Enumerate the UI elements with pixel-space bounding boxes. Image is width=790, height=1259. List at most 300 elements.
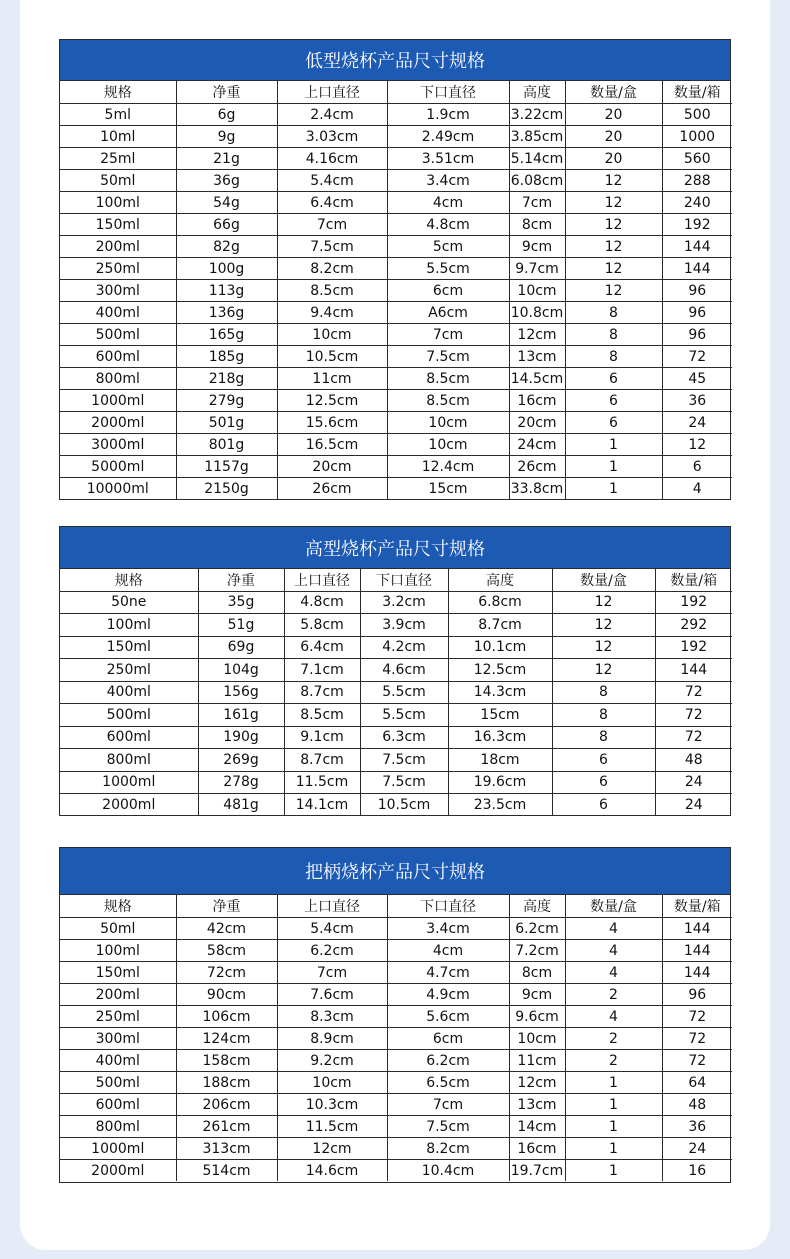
- table-row: [60, 636, 732, 659]
- table-cell: 6.4cm: [277, 192, 387, 214]
- table-cell: 16.3cm: [448, 726, 552, 749]
- table-cell: 144: [662, 258, 732, 280]
- table-cell: 50ml: [60, 170, 176, 192]
- table-cell: 8.7cm: [284, 749, 360, 772]
- table-cell: 26cm: [277, 478, 387, 500]
- table-cell: 6.5cm: [387, 1072, 509, 1094]
- table-cell: 200ml: [60, 984, 176, 1006]
- table-cell: 8: [552, 704, 655, 727]
- table-cell: 279g: [176, 390, 277, 412]
- table-cell: 800ml: [60, 749, 198, 772]
- table-cell: 6.4cm: [284, 636, 360, 659]
- table-cell: 20: [565, 126, 662, 148]
- column-header: 上口直径: [277, 895, 387, 918]
- table-row: [60, 148, 732, 170]
- table-cell: 6.2cm: [277, 940, 387, 962]
- table-cell: 5.6cm: [387, 1006, 509, 1028]
- table-row: [60, 918, 732, 940]
- table-cell: 150ml: [60, 636, 198, 659]
- table-cell: 6g: [176, 104, 277, 126]
- table-cell: 8.5cm: [277, 280, 387, 302]
- spec-grid: [60, 81, 732, 499]
- table-row: [60, 1050, 732, 1072]
- table-cell: 514cm: [176, 1160, 277, 1182]
- table-cell: 192: [662, 214, 732, 236]
- table-cell: 72: [662, 1050, 732, 1072]
- table-cell: 23.5cm: [448, 794, 552, 816]
- table-cell: 4cm: [387, 940, 509, 962]
- table-cell: 3000ml: [60, 434, 176, 456]
- table-cell: 7.5cm: [387, 1116, 509, 1138]
- table-row: [60, 104, 732, 126]
- table-cell: 24cm: [509, 434, 565, 456]
- table-cell: 36g: [176, 170, 277, 192]
- table-row: [60, 614, 732, 637]
- table-cell: 2000ml: [60, 794, 198, 816]
- table-cell: 1.9cm: [387, 104, 509, 126]
- table-row: [60, 192, 732, 214]
- table-cell: 24: [662, 412, 732, 434]
- table-cell: 185g: [176, 346, 277, 368]
- table-cell: 45: [662, 368, 732, 390]
- table-cell: 8.2cm: [277, 258, 387, 280]
- table-cell: 1: [565, 456, 662, 478]
- table-row: [60, 726, 732, 749]
- table-cell: 2: [565, 1028, 662, 1050]
- table-cell: 10000ml: [60, 478, 176, 500]
- table-cell: 7.5cm: [360, 771, 448, 794]
- table-cell: 144: [655, 659, 732, 682]
- table-cell: 21g: [176, 148, 277, 170]
- table-cell: 9cm: [509, 984, 565, 1006]
- table-cell: 72cm: [176, 962, 277, 984]
- table-cell: 10cm: [509, 1028, 565, 1050]
- table-row: [60, 478, 732, 500]
- table-cell: 261cm: [176, 1116, 277, 1138]
- table-cell: 33.8cm: [509, 478, 565, 500]
- table-row: [60, 302, 732, 324]
- table-cell: 500ml: [60, 324, 176, 346]
- table-cell: 36: [662, 1116, 732, 1138]
- table-cell: 20: [565, 104, 662, 126]
- table-cell: 2000ml: [60, 412, 176, 434]
- table-cell: 90cm: [176, 984, 277, 1006]
- table-cell: 72: [655, 726, 732, 749]
- low-beaker-spec-table: [59, 39, 731, 500]
- table-cell: 12: [565, 280, 662, 302]
- table-cell: 6: [552, 794, 655, 816]
- table-cell: 10.3cm: [277, 1094, 387, 1116]
- table-cell: 2: [565, 1050, 662, 1072]
- table-cell: 5.5cm: [387, 258, 509, 280]
- table-cell: 9.4cm: [277, 302, 387, 324]
- table-cell: 7.6cm: [277, 984, 387, 1006]
- table-cell: 218g: [176, 368, 277, 390]
- table-cell: 106cm: [176, 1006, 277, 1028]
- column-header: 数量/箱: [655, 569, 732, 591]
- table-cell: 1: [565, 1138, 662, 1160]
- table-row: [60, 434, 732, 456]
- column-header: 高度: [509, 895, 565, 918]
- table-cell: 12: [565, 258, 662, 280]
- table-cell: 48: [655, 749, 732, 772]
- table-cell: 1: [565, 1160, 662, 1182]
- table-cell: 1: [565, 1116, 662, 1138]
- table-cell: 1000ml: [60, 1138, 176, 1160]
- column-header: 数量/箱: [662, 81, 732, 104]
- table-cell: 144: [662, 236, 732, 258]
- table-row: [60, 1006, 732, 1028]
- table-row: [60, 126, 732, 148]
- table-cell: 12: [565, 192, 662, 214]
- table-cell: 5cm: [387, 236, 509, 258]
- table-row: [60, 1094, 732, 1116]
- table-cell: 96: [662, 280, 732, 302]
- table-cell: 1: [565, 1072, 662, 1094]
- table-cell: 10.5cm: [360, 794, 448, 816]
- table-cell: 165g: [176, 324, 277, 346]
- table-cell: 12.5cm: [448, 659, 552, 682]
- table-cell: 7cm: [277, 962, 387, 984]
- table-title: 高型烧杯产品尺寸规格: [60, 527, 730, 569]
- column-header: 上口直径: [277, 81, 387, 104]
- table-cell: 6: [662, 456, 732, 478]
- column-header: 数量/盒: [565, 81, 662, 104]
- table-cell: 400ml: [60, 681, 198, 704]
- table-cell: 16: [688, 1162, 707, 1179]
- table-row: [60, 1028, 732, 1050]
- table-cell: 72: [655, 704, 732, 727]
- table-cell: 4.16cm: [277, 148, 387, 170]
- table-row: [60, 1116, 732, 1138]
- table-cell: 6: [565, 412, 662, 434]
- table-cell: 9.7cm: [509, 258, 565, 280]
- table-cell: 240: [662, 192, 732, 214]
- table-cell: 8.2cm: [387, 1138, 509, 1160]
- table-cell: 6.3cm: [360, 726, 448, 749]
- table-cell: 8.5cm: [387, 368, 509, 390]
- table-cell: 12: [552, 636, 655, 659]
- column-header: 下口直径: [360, 569, 448, 591]
- table-header-row: [60, 81, 732, 104]
- table-cell: 72: [662, 1028, 732, 1050]
- table-cell: 8.7cm: [284, 681, 360, 704]
- table-row: [60, 704, 732, 727]
- table-cell: 2000ml: [60, 1160, 176, 1182]
- table-cell: 8cm: [509, 214, 565, 236]
- table-cell: 136g: [176, 302, 277, 324]
- table-cell: 20: [565, 148, 662, 170]
- table-cell: 8cm: [509, 962, 565, 984]
- column-header: 高度: [509, 81, 565, 104]
- table-cell: 7cm: [387, 324, 509, 346]
- table-cell: 11cm: [509, 1050, 565, 1072]
- table-row: [60, 412, 732, 434]
- table-cell: 10ml: [60, 126, 176, 148]
- table-row: [60, 794, 732, 816]
- table-cell: 12cm: [509, 324, 565, 346]
- table-cell: 5.4cm: [277, 170, 387, 192]
- table-row: [60, 258, 732, 280]
- table-cell: 156g: [198, 681, 284, 704]
- table-cell: 24: [662, 1138, 732, 1160]
- table-cell: 4.8cm: [284, 591, 360, 614]
- table-cell: 10.5cm: [277, 346, 387, 368]
- column-header: 规格: [60, 81, 176, 104]
- table-cell: 8.3cm: [277, 1006, 387, 1028]
- table-cell: 12: [662, 434, 732, 456]
- table-cell: 10cm: [277, 324, 387, 346]
- table-cell: 113g: [176, 280, 277, 302]
- table-cell: 12.4cm: [387, 456, 509, 478]
- table-cell: 4: [692, 480, 702, 497]
- table-cell: A6cm: [387, 302, 509, 324]
- table-cell: 400ml: [60, 302, 176, 324]
- table-cell: 8: [565, 324, 662, 346]
- table-cell: 7.5cm: [387, 346, 509, 368]
- table-cell: 292: [655, 614, 732, 637]
- table-cell: 12.5cm: [277, 390, 387, 412]
- table-cell: 100ml: [60, 940, 176, 962]
- table-cell: 269g: [198, 749, 284, 772]
- table-row: [60, 962, 732, 984]
- table-row: [60, 368, 732, 390]
- table-cell: 250ml: [60, 1006, 176, 1028]
- table-title: 低型烧杯产品尺寸规格: [60, 40, 730, 81]
- table-cell: 5.14cm: [509, 148, 565, 170]
- table-cell: 4.2cm: [360, 636, 448, 659]
- table-cell: 12: [552, 659, 655, 682]
- table-cell: 2.4cm: [277, 104, 387, 126]
- table-cell: 1: [565, 478, 662, 500]
- table-cell: 72: [655, 681, 732, 704]
- table-cell: 150ml: [60, 962, 176, 984]
- table-cell: 20cm: [277, 456, 387, 478]
- table-cell: 4.7cm: [387, 962, 509, 984]
- table-cell: 144: [662, 962, 732, 984]
- table-cell: 15cm: [387, 478, 509, 500]
- table-cell: 14.3cm: [448, 681, 552, 704]
- table-cell: 4: [565, 1006, 662, 1028]
- table-cell: 500ml: [60, 1072, 176, 1094]
- table-cell: 1157g: [176, 456, 277, 478]
- table-row: [60, 456, 732, 478]
- table-cell: 7cm: [277, 214, 387, 236]
- table-row: [60, 1138, 732, 1160]
- table-row: [60, 324, 732, 346]
- table-cell: 96: [662, 302, 732, 324]
- column-header: 规格: [60, 569, 198, 591]
- table-row: [60, 390, 732, 412]
- table-cell: 400ml: [60, 1050, 176, 1072]
- table-cell: 9.1cm: [284, 726, 360, 749]
- table-cell: 10cm: [509, 280, 565, 302]
- table-cell: 8: [552, 681, 655, 704]
- table-cell: 104g: [198, 659, 284, 682]
- table-cell: 4: [565, 940, 662, 962]
- table-cell: 10.8cm: [509, 302, 565, 324]
- column-header: 净重: [198, 569, 284, 591]
- table-cell: 11cm: [277, 368, 387, 390]
- table-cell: 600ml: [60, 726, 198, 749]
- column-header: 数量/箱: [662, 895, 732, 918]
- column-header: 净重: [176, 895, 277, 918]
- table-cell: 100g: [176, 258, 277, 280]
- table-cell: 96: [662, 324, 732, 346]
- table-cell: 300ml: [60, 280, 176, 302]
- table-cell: 11.5cm: [284, 771, 360, 794]
- table-cell: 13cm: [509, 1094, 565, 1116]
- table-cell: 3.22cm: [509, 104, 565, 126]
- table-cell: 96: [662, 984, 732, 1006]
- tall-beaker-spec-table: [59, 526, 731, 816]
- table-cell: 300ml: [60, 1028, 176, 1050]
- table-cell: 250ml: [60, 659, 198, 682]
- table-cell: 3.4cm: [387, 918, 509, 940]
- table-cell: 6.2cm: [387, 1050, 509, 1072]
- table-cell: 7.5cm: [277, 236, 387, 258]
- table-cell: 12: [565, 236, 662, 258]
- table-cell: 206cm: [176, 1094, 277, 1116]
- table-cell: 8.7cm: [448, 614, 552, 637]
- table-cell: 24: [684, 796, 703, 813]
- table-cell: 192: [655, 591, 732, 614]
- table-cell: 2.49cm: [387, 126, 509, 148]
- column-header: 高度: [448, 569, 552, 591]
- table-cell: 144: [662, 940, 732, 962]
- table-cell: 6cm: [387, 280, 509, 302]
- table-cell: 82g: [176, 236, 277, 258]
- table-cell: 12cm: [277, 1138, 387, 1160]
- table-cell: 4.6cm: [360, 659, 448, 682]
- table-row: [60, 346, 732, 368]
- table-row: [60, 1160, 732, 1182]
- table-cell: 6.2cm: [509, 918, 565, 940]
- table-cell: 288: [662, 170, 732, 192]
- column-header: 数量/盒: [552, 569, 655, 591]
- table-cell: 50ne: [60, 591, 198, 614]
- table-cell: 481g: [198, 794, 284, 816]
- table-cell: 51g: [198, 614, 284, 637]
- table-cell: 11.5cm: [277, 1116, 387, 1138]
- table-cell: 192: [655, 636, 732, 659]
- table-cell: 250ml: [60, 258, 176, 280]
- table-cell: 200ml: [60, 236, 176, 258]
- table-cell: 7.1cm: [284, 659, 360, 682]
- table-row: [60, 984, 732, 1006]
- table-cell: 69g: [198, 636, 284, 659]
- table-cell: 800ml: [60, 368, 176, 390]
- table-cell: 3.4cm: [387, 170, 509, 192]
- table-cell: 124cm: [176, 1028, 277, 1050]
- table-cell: 66g: [176, 214, 277, 236]
- table-cell: 20cm: [509, 412, 565, 434]
- table-cell: 2: [565, 984, 662, 1006]
- table-cell: 8.5cm: [387, 390, 509, 412]
- table-header-row: [60, 895, 732, 918]
- table-cell: 16cm: [509, 390, 565, 412]
- handle-beaker-spec-table: [59, 847, 731, 1183]
- table-cell: 12: [552, 614, 655, 637]
- table-cell: 800ml: [60, 1116, 176, 1138]
- table-cell: 5.8cm: [284, 614, 360, 637]
- table-cell: 10.1cm: [448, 636, 552, 659]
- table-cell: 6: [565, 390, 662, 412]
- table-cell: 14.1cm: [284, 794, 360, 816]
- table-cell: 16.5cm: [277, 434, 387, 456]
- table-cell: 50ml: [60, 918, 176, 940]
- table-cell: 19.7cm: [509, 1160, 565, 1182]
- table-cell: 14.5cm: [509, 368, 565, 390]
- table-cell: 4.9cm: [387, 984, 509, 1006]
- table-cell: 10cm: [387, 434, 509, 456]
- table-cell: 2150g: [176, 478, 277, 500]
- table-cell: 6: [552, 749, 655, 772]
- table-cell: 1000ml: [60, 390, 176, 412]
- table-cell: 14.6cm: [277, 1160, 387, 1182]
- table-cell: 3.03cm: [277, 126, 387, 148]
- spec-grid: [60, 569, 732, 816]
- table-cell: 64: [662, 1072, 732, 1094]
- column-header: 规格: [60, 895, 176, 918]
- table-cell: 8.5cm: [284, 704, 360, 727]
- table-cell: 10.4cm: [387, 1160, 509, 1182]
- table-row: [60, 749, 732, 772]
- table-cell: 600ml: [60, 346, 176, 368]
- table-cell: 150ml: [60, 214, 176, 236]
- table-cell: 9.2cm: [277, 1050, 387, 1072]
- column-header: 净重: [176, 81, 277, 104]
- table-cell: 3.9cm: [360, 614, 448, 637]
- table-cell: 4: [565, 962, 662, 984]
- table-cell: 500ml: [60, 704, 198, 727]
- table-cell: 35g: [198, 591, 284, 614]
- table-cell: 14cm: [509, 1116, 565, 1138]
- table-cell: 5000ml: [60, 456, 176, 478]
- table-row: [60, 771, 732, 794]
- table-cell: 7.2cm: [509, 940, 565, 962]
- column-header: 下口直径: [387, 81, 509, 104]
- table-cell: 278g: [198, 771, 284, 794]
- table-cell: 4: [565, 918, 662, 940]
- table-cell: 9cm: [509, 236, 565, 258]
- table-cell: 25ml: [60, 148, 176, 170]
- column-header: 数量/盒: [565, 895, 662, 918]
- table-cell: 313cm: [176, 1138, 277, 1160]
- table-cell: 10cm: [277, 1072, 387, 1094]
- table-row: [60, 280, 732, 302]
- table-cell: 18cm: [448, 749, 552, 772]
- table-cell: 48: [662, 1094, 732, 1116]
- table-cell: 15.6cm: [277, 412, 387, 434]
- table-cell: 19.6cm: [448, 771, 552, 794]
- table-cell: 5.5cm: [360, 704, 448, 727]
- table-cell: 1: [565, 434, 662, 456]
- table-cell: 54g: [176, 192, 277, 214]
- table-row: [60, 681, 732, 704]
- table-cell: 7cm: [387, 1094, 509, 1116]
- table-cell: 158cm: [176, 1050, 277, 1072]
- table-cell: 15cm: [448, 704, 552, 727]
- table-cell: 4.8cm: [387, 214, 509, 236]
- table-row: [60, 236, 732, 258]
- table-cell: 600ml: [60, 1094, 176, 1116]
- table-row: [60, 940, 732, 962]
- table-cell: 12cm: [509, 1072, 565, 1094]
- table-cell: 501g: [176, 412, 277, 434]
- table-cell: 24: [655, 771, 732, 794]
- table-cell: 8: [552, 726, 655, 749]
